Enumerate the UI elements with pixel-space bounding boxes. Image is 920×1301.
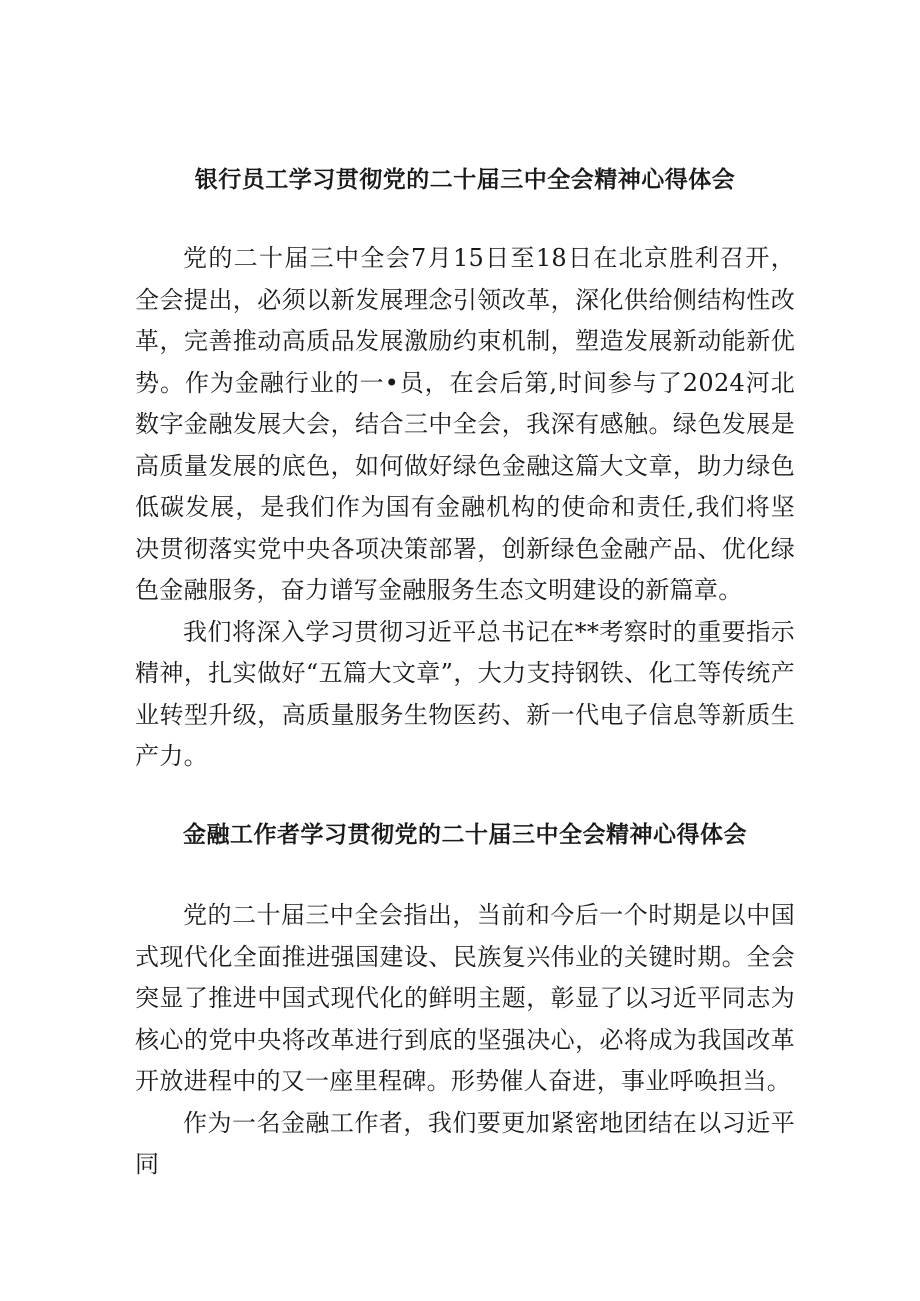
article-paragraph: 党的二十届三中全会指出，当前和今后一个时期是以中国式现代化全面推进强国建设、民族复兴伟业的关键时期。全会突显了推进中国式现代化的鲜明主题，彰显了以习近平同志为核心的党中央将改革进行到底的坚强决心，必将成为我国改革开放进程中的又一座里程碑。形势催人奋进，事业呼唤担当。 xyxy=(135,901,795,1095)
article-paragraph: 我们将深入学习贯彻习近平总书记在**考察时的重要指示精神，扎实做好“五篇大文章”，大力支持钢铁、化工等传统产业转型升级，高质量服务生物医药、新一代电子信息等新质生产力。 xyxy=(135,617,795,770)
article-finance-worker xyxy=(135,815,795,1186)
article-title: 金融工作者学习贯彻党的二十届三中全会精神心得体会 xyxy=(183,821,747,848)
spacer xyxy=(135,200,795,238)
article-paragraph: 党的二十届三中全会7月15日至18日在北京胜利召开，全会提出，必须以新发展理念引领改革，深化供给侧结构性改革，完善推动高质品发展激励约束机制，塑造发展新动能新优势。作为金融行业的一•员，在会后第,时间参与了2024河北数字金融发展大会，结合三中全会，我深有感触。绿色发展是高质量发展的底色，如何做好绿色金融这篇大文章，助力绿色低碳发展，是我们作为国有金融机构的使命和责任,我们将坚决贯彻落实党中央各项决策部署，创新绿色金融产品、优化绿色金融服务，奋力谱写金融服务生态文明建设的新篇章。 xyxy=(135,244,795,604)
article-title: 银行员工学习贯彻党的二十届三中全会精神心得体会 xyxy=(194,166,736,193)
spacer xyxy=(135,855,795,895)
article-bank-employee xyxy=(135,160,795,778)
article-paragraph: 作为一名金融工作者，我们要更加紧密地团结在以习近平同 xyxy=(135,1108,795,1178)
